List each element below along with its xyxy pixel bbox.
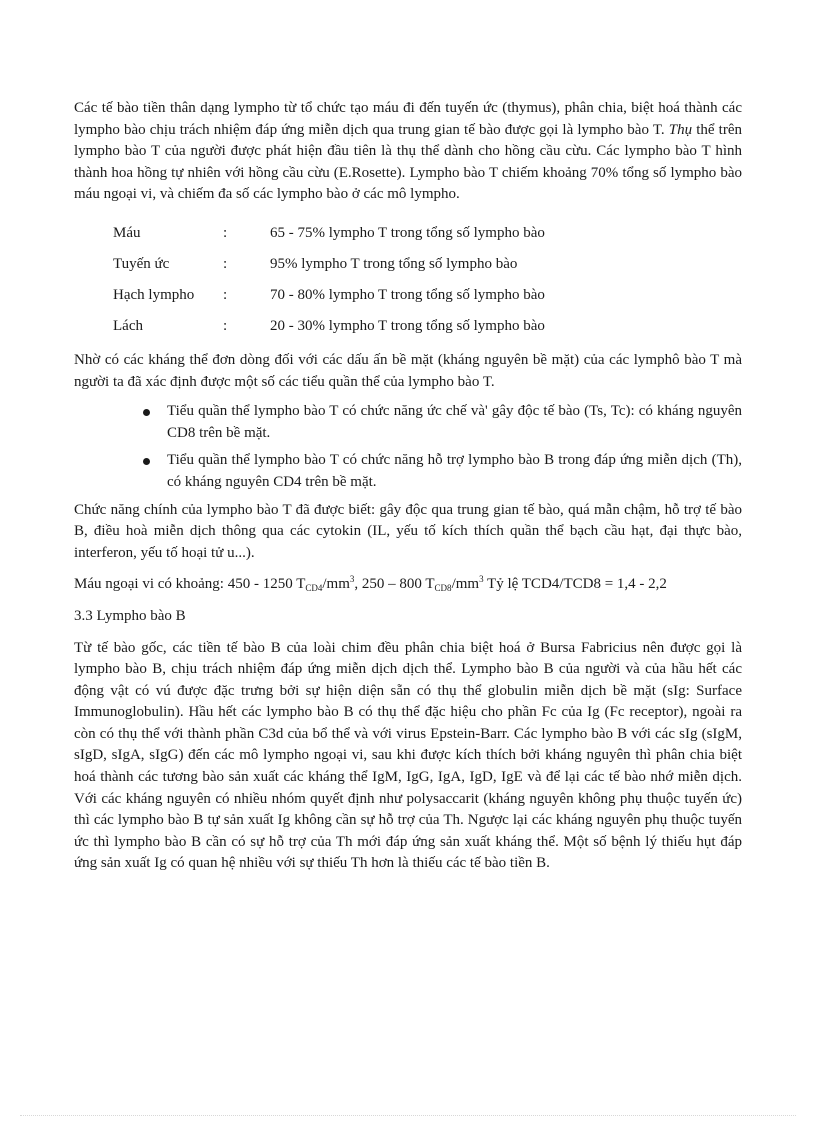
paragraph-blood-counts: [74, 574, 742, 596]
list-item-text: Tiểu quần thể lympho bào T có chức năng ức chế và' gây độc tế bào (Ts, Tc): có kháng nguyên CD8 trên bề mặt.: [167, 403, 742, 441]
subpopulation-list: [74, 401, 742, 493]
cd4-subscript: CD4: [305, 583, 323, 594]
paragraph-surface-markers: Nhờ có các kháng thể đơn dòng đối với các dấu ấn bề mặt (kháng nguyên bề mặt) của các lymphô bào T mà người ta đã xác định được một số các tiểu quần thể của lympho bào T.: [74, 351, 742, 390]
unit-text: /mm: [322, 576, 350, 593]
stat-colon: :: [223, 286, 228, 303]
bullet-icon: [143, 458, 150, 465]
stat-value: 70 - 80% lympho T trong tổng số lympho bào: [270, 286, 545, 303]
stat-row-spleen: [113, 311, 742, 342]
stat-organ: Lách: [113, 317, 143, 334]
stat-value: 20 - 30% lympho T trong tổng số lympho bào: [270, 317, 545, 334]
bullet-icon: [143, 409, 150, 416]
stat-row-thymus: [113, 249, 742, 280]
list-item-ts-tc: [74, 401, 742, 444]
list-item-th: [74, 450, 742, 493]
stat-colon: :: [223, 317, 228, 334]
stat-row-blood: [113, 218, 742, 249]
stat-row-lymph-node: [113, 280, 742, 311]
paragraph-t-cells-intro: [74, 98, 742, 206]
counts-lead: Máu ngoại vi có khoảng: 450 - 1250 T: [74, 576, 306, 593]
stat-organ: Máu: [113, 224, 141, 241]
cd8-subscript: CD8: [434, 583, 452, 594]
paragraph-t-cell-function: Chức năng chính của lympho bào T đã được biết: gây độc qua trung gian tế bào, quá mẫn chậm, hỗ trợ tế bào B, điều hoà miễn dịch thông qua các cytokin (IL, yếu tố kích thích quần thể bạch cầu hạt, đại thực bào, interferon, yếu tố hoại tử u...).: [74, 501, 742, 561]
intro-text-b: thể trên lympho bào T của người được phát hiện đầu tiên là thụ thể dành cho hồng cầu cừu. Các lympho bào T hình thành hoa hồng tự nhiên với hồng cầu cừu (E.Rosette). Lympho bào T chiếm khoảng 70% tổng số lympho bào máu ngoại vi, và chiếm đa số các lympho bào ở các mô lympho.: [74, 121, 742, 203]
page-bottom-divider: [20, 1115, 796, 1116]
list-item-text: Tiểu quần thể lympho bào T có chức năng hỗ trợ lympho bào B trong đáp ứng miễn dịch (Th), có kháng nguyên CD4 trên bề mặt.: [167, 452, 742, 490]
document-page: [74, 98, 742, 875]
t-cell-distribution-list: [113, 218, 742, 342]
paragraph-b-cells: Từ tế bào gốc, các tiền tế bào B của loài chim đều phân chia biệt hoá ở Bursa Fabricius nên được gọi là lympho bào B, chịu trách nhiệm đáp ứng miễn dịch dịch thể. Lympho bào B của người và của hầu hết các động vật có vú được đặc trưng bởi sự hiện diện sẵn có thụ thể globulin miễn dịch bề mặt (sIg: Surface Immunoglobulin). Hầu hết các lympho bào B có thụ thể đặc hiệu cho phần Fc của Ig (Fc receptor), ngoài ra còn có thụ thể với thành phần C3d của bổ thể và với virus Epstein-Barr. Các lympho bào B với các sIg (sIgM, sIgD, sIgA, sIgG) đến các mô lympho ngoại vi, sau khi được kích thích bởi kháng nguyên thì phân chia biệt hoá thành các tương bào sản xuất các kháng thể IgM, IgG, IgA, IgD, IgE và để lại các tế bào nhớ miễn dịch. Với các kháng nguyên có nhiều nhóm quyết định như polysaccarit (kháng nguyên không phụ thuộc tuyến ức) thì các lympho bào B tự sản xuất Ig không cần sự hỗ trợ của Th. Ngược lại các kháng nguyên phụ thuộc tuyến ức thì lympho bào B cần có sự hỗ trợ của Th mới đáp ứng sản xuất kháng thể. Một số bệnh lý thiếu hụt đáp ứng sản xuất Ig có quan hệ nhiều với sự thiếu Th hơn là thiếu các tế bào tiền B.: [74, 639, 742, 872]
unit-superscript: 3: [479, 574, 484, 585]
stat-value: 65 - 75% lympho T trong tổng số lympho bào: [270, 224, 545, 241]
stat-value: 95% lympho T trong tổng số lympho bào: [270, 255, 518, 272]
section-heading: 3.3 Lympho bào B: [74, 607, 186, 624]
counts-mid: , 250 – 800 T: [354, 576, 435, 593]
counts-ratio: Tỷ lệ TCD4/TCD8 = 1,4 - 2,2: [483, 576, 667, 593]
stat-organ: Tuyến ức: [113, 255, 170, 272]
intro-text-a: Các tế bào tiền thân dạng lympho từ tổ chức tạo máu đi đến tuyến ức (thymus), phân chia, biệt hoá thành các lympho bào chịu trách nhiệm đáp ứng miễn dịch qua trung gian tế bào được gọi là lympho bào T.: [74, 100, 742, 138]
unit-text: /mm: [451, 576, 480, 593]
unit-superscript: 3: [349, 574, 355, 585]
stat-colon: :: [223, 224, 228, 241]
intro-italic-word: Thụ: [668, 121, 693, 138]
stat-colon: :: [223, 255, 228, 272]
stat-organ: Hạch lympho: [113, 286, 195, 303]
